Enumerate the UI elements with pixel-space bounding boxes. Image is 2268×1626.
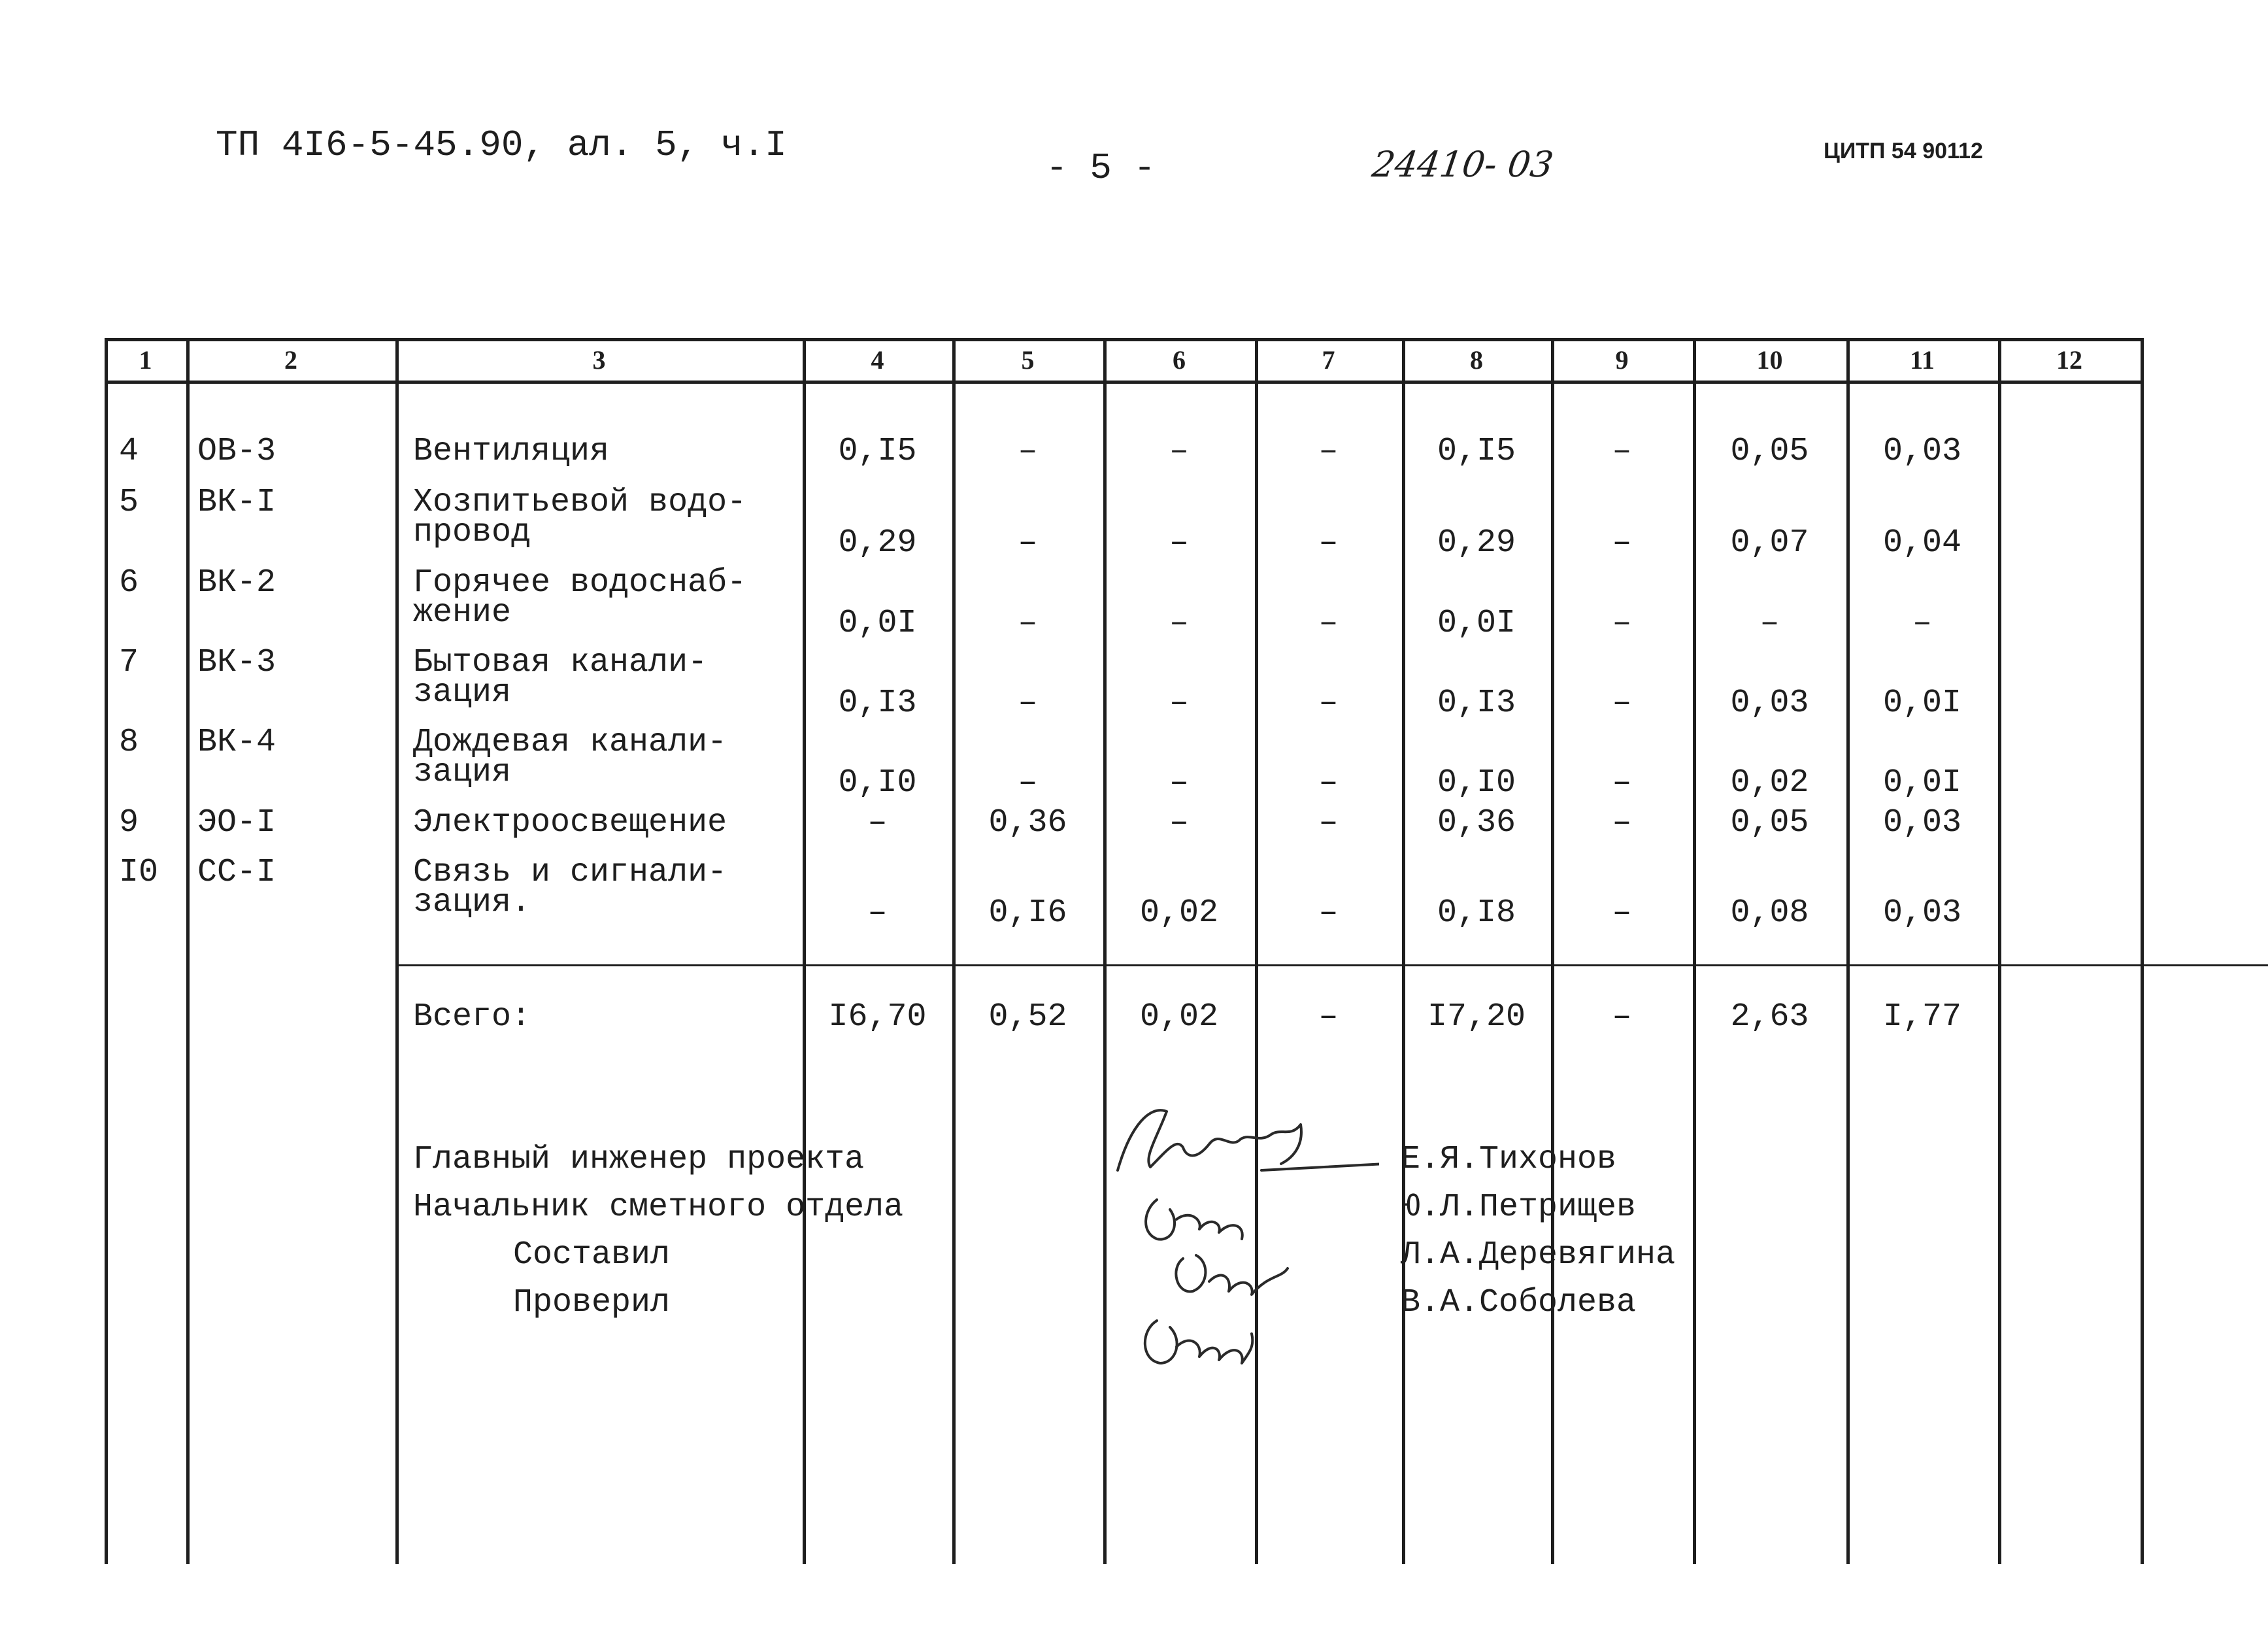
row-value-c5: –: [1018, 433, 1038, 470]
column-border-5: [1103, 338, 1107, 1564]
row-code: ВК-I: [197, 484, 276, 521]
row-value-c10: –: [1759, 605, 1780, 642]
row-value-c8: 0,I5: [1437, 433, 1516, 470]
row-description-line: Дождевая канали-: [413, 724, 727, 761]
column-number-11: 11: [1910, 345, 1935, 375]
column-number-10: 10: [1756, 345, 1783, 375]
row-value-c6: –: [1169, 605, 1189, 642]
row-value-c10: 0,07: [1730, 524, 1809, 562]
row-value-c10: 0,03: [1730, 685, 1809, 722]
row-value-c9: –: [1612, 605, 1632, 642]
handwritten-signatures: [1105, 1085, 1379, 1380]
row-value-c4: 0,I0: [838, 764, 917, 802]
column-number-8: 8: [1470, 345, 1483, 375]
row-value-c4: –: [867, 804, 888, 841]
column-number-6: 6: [1173, 345, 1186, 375]
row-description-line: провод: [413, 514, 531, 551]
row-value-c6: –: [1169, 804, 1189, 841]
row-value-c8: 0,I8: [1437, 894, 1516, 932]
row-value-c7: –: [1318, 894, 1339, 932]
row-number: 7: [119, 644, 139, 681]
column-number-3: 3: [592, 345, 606, 375]
row-description-line: зация: [413, 674, 512, 711]
row-value-c8: 0,29: [1437, 524, 1516, 562]
column-number-1: 1: [139, 345, 152, 375]
row-value-c5: –: [1018, 685, 1038, 722]
row-value-c4: 0,0I: [838, 605, 917, 642]
row-value-c5: –: [1018, 605, 1038, 642]
row-description-line: зация.: [413, 884, 531, 921]
row-value-c10: 0,05: [1730, 804, 1809, 841]
row-description-line: Бытовая канали-: [413, 644, 708, 681]
row-value-c4: 0,I5: [838, 433, 917, 470]
column-number-12: 12: [2056, 345, 2082, 375]
row-value-c5: –: [1018, 524, 1038, 562]
row-value-c5: 0,36: [988, 804, 1067, 841]
row-value-c7: –: [1318, 605, 1339, 642]
handwritten-number: 24410- 03: [1369, 144, 1556, 185]
total-col9: –: [1612, 998, 1632, 1036]
row-value-c9: –: [1612, 433, 1632, 470]
row-code: ВК-4: [197, 724, 276, 761]
row-value-c9: –: [1612, 804, 1632, 841]
row-value-c7: –: [1318, 685, 1339, 722]
estimate-table: [105, 338, 2144, 1564]
row-value-c7: –: [1318, 764, 1339, 802]
signature-name-derevyagina: Л.А.Деревягина: [1401, 1236, 1676, 1274]
row-value-c11: 0,0I: [1882, 685, 1962, 722]
column-border-7: [1402, 338, 1405, 1564]
column-border-3: [803, 338, 806, 1564]
total-col8: I7,20: [1427, 998, 1526, 1036]
row-code: ВК-3: [197, 644, 276, 681]
total-label: Всего:: [413, 998, 531, 1036]
table-top-border: [105, 338, 2144, 341]
row-description-line: Связь и сигнали-: [413, 854, 727, 891]
row-value-c8: 0,I0: [1437, 764, 1516, 802]
row-number: I0: [119, 854, 159, 891]
signature-name-petrishchev: Ю.Л.Петрищев: [1401, 1189, 1637, 1226]
row-value-c8: 0,I3: [1437, 685, 1516, 722]
row-value-c9: –: [1612, 764, 1632, 802]
column-number-4: 4: [871, 345, 884, 375]
page-number: - 5 -: [1046, 147, 1156, 189]
row-number: 8: [119, 724, 139, 761]
total-col7: –: [1318, 998, 1339, 1036]
signature-title-compiled: Составил: [513, 1236, 671, 1274]
row-value-c8: 0,0I: [1437, 605, 1516, 642]
row-number: 9: [119, 804, 139, 841]
row-code: ОВ-3: [197, 433, 276, 470]
column-number-9: 9: [1615, 345, 1629, 375]
document-code: ТП 4I6-5-45.90, ал. 5, ч.I: [216, 124, 787, 166]
row-value-c11: –: [1912, 605, 1932, 642]
row-value-c11: 0,03: [1882, 433, 1962, 470]
row-value-c7: –: [1318, 433, 1339, 470]
row-description-line: Вентиляция: [413, 433, 610, 470]
column-border-8: [1551, 338, 1554, 1564]
column-border-2: [395, 338, 399, 1564]
row-value-c4: –: [867, 894, 888, 932]
row-value-c9: –: [1612, 685, 1632, 722]
column-border-9: [1693, 338, 1696, 1564]
row-value-c6: –: [1169, 524, 1189, 562]
row-value-c9: –: [1612, 524, 1632, 562]
total-col4: I6,70: [828, 998, 927, 1036]
header-bottom-border: [105, 381, 2144, 384]
row-value-c8: 0,36: [1437, 804, 1516, 841]
signature-name-tikhonov: Е.Я.Тихонов: [1401, 1141, 1617, 1178]
signature-title-checked: Проверил: [513, 1284, 671, 1321]
row-number: 6: [119, 564, 139, 601]
total-col6: 0,02: [1139, 998, 1219, 1036]
column-border-1: [186, 338, 190, 1564]
row-number: 5: [119, 484, 139, 521]
row-value-c6: –: [1169, 764, 1189, 802]
row-value-c11: 0,04: [1882, 524, 1962, 562]
row-value-c11: 0,03: [1882, 894, 1962, 932]
signature-title-head-estimates: Начальник сметного отдела: [413, 1189, 904, 1226]
row-value-c4: 0,29: [838, 524, 917, 562]
row-value-c9: –: [1612, 894, 1632, 932]
total-col10: 2,63: [1730, 998, 1809, 1036]
row-value-c6: –: [1169, 685, 1189, 722]
column-border-6: [1255, 338, 1258, 1564]
row-value-c6: –: [1169, 433, 1189, 470]
column-border-11: [1998, 338, 2001, 1564]
row-number: 4: [119, 433, 139, 470]
row-code: СС-I: [197, 854, 276, 891]
column-border-10: [1846, 338, 1850, 1564]
row-description-line: Горячее водоснаб-: [413, 564, 747, 601]
row-value-c10: 0,02: [1730, 764, 1809, 802]
row-value-c6: 0,02: [1139, 894, 1219, 932]
column-border-0: [105, 338, 108, 1564]
total-col5: 0,52: [988, 998, 1067, 1036]
row-value-c7: –: [1318, 524, 1339, 562]
column-number-2: 2: [284, 345, 297, 375]
column-number-7: 7: [1322, 345, 1335, 375]
row-value-c5: 0,I6: [988, 894, 1067, 932]
row-value-c11: 0,03: [1882, 804, 1962, 841]
row-value-c10: 0,08: [1730, 894, 1809, 932]
column-number-5: 5: [1021, 345, 1035, 375]
row-code: ЭО-I: [197, 804, 276, 841]
row-description-line: зация: [413, 754, 512, 791]
signature-name-soboleva: В.А.Соболева: [1401, 1284, 1637, 1321]
row-description-line: жение: [413, 594, 512, 632]
signature-title-chief-engineer: Главный инженер проекта: [413, 1141, 865, 1178]
total-col11: I,77: [1882, 998, 1962, 1036]
total-separator: [395, 964, 2268, 966]
row-value-c10: 0,05: [1730, 433, 1809, 470]
row-value-c4: 0,I3: [838, 685, 917, 722]
column-border-12: [2141, 338, 2144, 1564]
publisher-stamp: ЦИТП 54 90112: [1824, 139, 1983, 163]
row-description-line: Электроосвещение: [413, 804, 727, 841]
row-value-c5: –: [1018, 764, 1038, 802]
row-description-line: Хозпитьевой водо-: [413, 484, 747, 521]
row-code: ВК-2: [197, 564, 276, 601]
row-value-c7: –: [1318, 804, 1339, 841]
row-value-c11: 0,0I: [1882, 764, 1962, 802]
column-border-4: [952, 338, 956, 1564]
